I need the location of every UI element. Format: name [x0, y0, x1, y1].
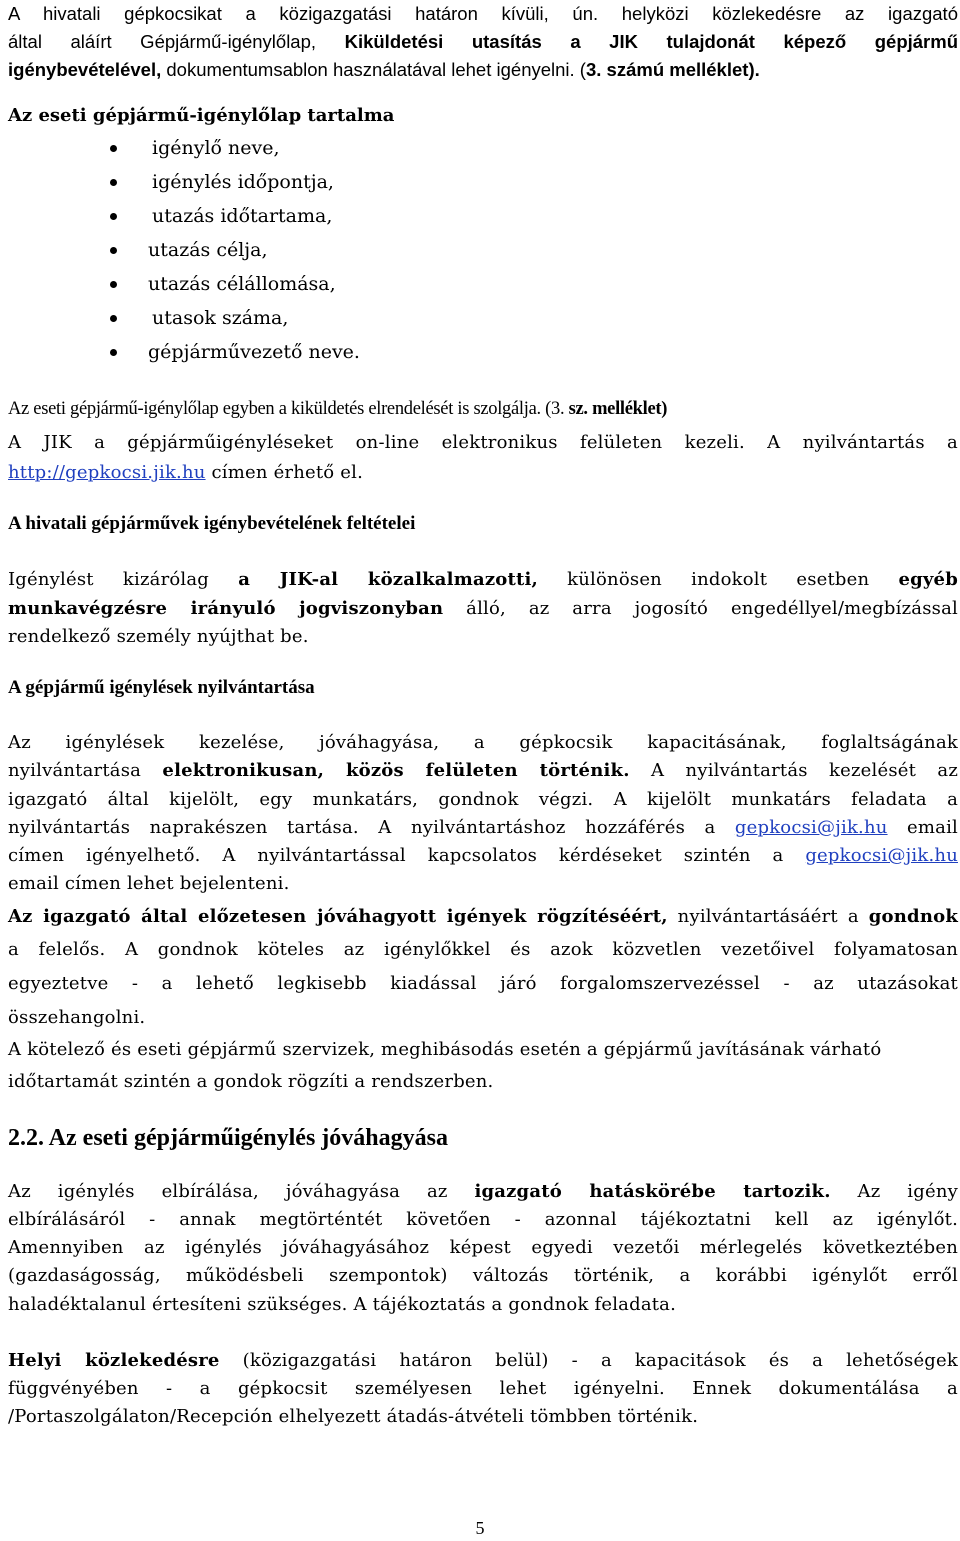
- intro-line-2: [8, 28, 958, 56]
- responsibility-line-4: összehangolni.: [8, 1007, 146, 1028]
- section-heading: 2.2. Az eseti gépjárműigénylés jóváhagyása: [8, 1125, 448, 1151]
- bullet-icon: [110, 315, 117, 322]
- email-link[interactable]: gepkocsi@jik.hu: [805, 845, 958, 866]
- registry-line-4: nyilvántartás naprakészen tartása. A nyilvántartáshoz hozzáférés a gepkocsi@jik.hu email: [8, 817, 958, 838]
- local-line-1: Helyi közlekedésre (közigazgatási határon belül) - a kapacitások és a lehetőségek: [8, 1350, 958, 1371]
- intro-bold: igénybevételével,: [8, 59, 162, 80]
- bullet-icon: [110, 145, 117, 152]
- conditions-line-1: Igénylést kizárólag a JIK-al közalkalmazotti, különösen indokolt esetben egyéb: [8, 569, 958, 590]
- bullet-icon: [110, 349, 117, 356]
- conditions-line-3: rendelkező személy nyújthat be.: [8, 626, 309, 647]
- approval-line-1: Az igénylés elbírálása, jóváhagyása az igazgató hatáskörébe tartozik. Az igény: [8, 1181, 958, 1202]
- local-line-2: függvényében - a gépkocsit személyesen lehet igényelni. Ennek dokumentálása a: [8, 1378, 958, 1399]
- registry-line-5: címen igényelhető. A nyilvántartással kapcsolatos kérdéseket szintén a gepkocsi@jik.hu: [8, 845, 958, 866]
- intro-line-3: [8, 56, 958, 84]
- online-line-1: A JIK a gépjárműigényléseket on-line elektronikus felületen kezeli. A nyilvántartás a: [8, 432, 958, 453]
- bullet-icon: [110, 281, 117, 288]
- heading-conditions: A hivatali gépjárművek igénybevételének feltételei: [8, 513, 416, 534]
- form-note: Az eseti gépjármű-igénylőlap egyben a kiküldetés elrendelését is szolgálja. (3. sz. melléklet): [8, 399, 668, 419]
- registry-line-2: nyilvántartása elektronikusan, közös felületen történik. A nyilvántartás kezelését az: [8, 760, 959, 781]
- form-heading: Az eseti gépjármű-igénylőlap tartalma: [8, 105, 395, 126]
- responsibility-line-2: a felelős. A gondnok köteles az igénylőkkel és azok közvetlen vezetőivel folyamatosan: [8, 939, 958, 960]
- bullet-icon: [110, 247, 117, 254]
- registry-line-1: Az igénylések kezelése, jóváhagyása, a gépkocsik kapacitásának, foglaltságának: [8, 732, 958, 753]
- registry-line-3: igazgató által kijelölt, egy munkatárs, gondnok végzi. A kijelölt munkatárs feladata a: [8, 789, 958, 810]
- bullet-icon: [110, 179, 117, 186]
- online-line-2: http://gepkocsi.jik.hu címen érhető el.: [8, 462, 363, 483]
- registry-line-6: email címen lehet bejelenteni.: [8, 873, 290, 894]
- approval-line-3: Amennyiben az igénylés jóváhagyásához képest egyedi vezetői mérlegelés következtében: [8, 1237, 958, 1258]
- intro-text: dokumentumsablon használatával lehet igényelni. (: [161, 59, 586, 80]
- responsibility-line-1: Az igazgató által előzetesen jóváhagyott igények rögzítéséért, nyilvántartásáért a gondnok: [8, 906, 958, 927]
- intro-bold: 3. számú melléklet).: [585, 59, 760, 80]
- approval-line-4: (gazdaságosság, működésbeli szempontok) változás történik, a korábbi igénylőt erről: [8, 1265, 958, 1286]
- heading-registry: A gépjármű igénylések nyilvántartása: [8, 677, 315, 698]
- bullet-icon: [110, 213, 117, 220]
- responsibility-line-3: egyeztetve - a lehető legkisebb kiadással járó forgalomszervezéssel - az utazásokat: [8, 973, 958, 994]
- conditions-line-2: munkavégzésre irányuló jogviszonyban álló, az arra jogosító engedéllyel/megbízással: [8, 598, 958, 619]
- email-link[interactable]: gepkocsi@jik.hu: [734, 817, 888, 838]
- approval-line-2: elbírálásáról - annak megtörténtét követően - azonnal tájékoztatni kell az igénylőt.: [8, 1209, 958, 1230]
- intro-bold: Kiküldetési utasítás a JIK tulajdonát képező gépjármű: [344, 31, 959, 52]
- approval-line-5: haladéktalanul értesíteni szükséges. A tájékoztatás a gondnok feladata.: [8, 1294, 677, 1315]
- page-number: 5: [475, 1518, 485, 1538]
- local-line-3: /Portaszolgálaton/Recepción elhelyezett átadás-átvételi tömbben történik.: [8, 1406, 699, 1427]
- service-line-1: A kötelező és eseti gépjármű szervizek, meghibásodás esetén a gépjármű javításának várható: [8, 1039, 882, 1060]
- gepkocsi-link[interactable]: http://gepkocsi.jik.hu: [8, 462, 206, 483]
- intro-text: által aláírt Gépjármű-igénylőlap,: [8, 31, 345, 52]
- service-line-2: időtartamát szintén a gondok rögzíti a rendszerben.: [8, 1071, 494, 1092]
- intro-line-1: A hivatali gépkocsikat a közigazgatási határon kívüli, ún. helyközi közlekedésre az igazgató: [8, 3, 958, 24]
- document-page: A hivatali gépkocsikat a közigazgatási határon kívüli, ún. helyközi közlekedésre az igazgató által aláírt Gépjármű-igénylőlap, Kiküldetési utasítás a JIK tulajdonát képező gépjármű igénybevételével, dokumentumsablon használatával lehet igényelni. (3. számú melléklet). Az eseti gépjármű-igénylőlap tartalma igénylő neve, igénylés időpontja, utazás időtartama, utazás célja, utazás célállomása, utasok száma, gépjárművezető neve. Az eseti gépjármű-igénylőlap egyben a kiküldetés elrendelését is szolgálja. (3. sz. melléklet) A JIK a gépjárműigényléseket on-line elektronikus felületen kezeli. A nyilvántartás a http://gepkocsi.jik.hu címen érhető el. A hivatali gépjárművek igénybevételének feltételei Igénylést kizárólag a JIK-al közalkalmazotti, különösen indokolt esetben egyéb munkavégzésre irányuló jogviszonyban álló, az arra jogosító engedéllyel/megbízással rendelkező személy nyújthat be. A gépjármű igénylések nyilvántartása Az igénylések kezelése, jóváhagyása, a gépkocsik kapacitásának, foglaltságának nyilvántartása elektronikusan, közös felületen történik. A nyilvántartás kezelését az igazgató által kijelölt, egy munkatárs, gondnok végzi. A kijelölt munkatárs feladata a nyilvántartás naprakészen tartása. A nyilvántartáshoz hozzáférés a gepkocsi@jik.hu email címen igényelhető. A nyilvántartással kapcsolatos kérdéseket szintén a gepkocsi@jik.hu email címen lehet bejelenteni. Az igazgató által előzetesen jóváhagyott igények rögzítéséért, nyilvántartásáért a gondnok a felelős. A gondnok köteles az igénylőkkel és azok közvetlen vezetőivel folyamatosan egyeztetve - a lehető legkisebb kiadással járó forgalomszervezéssel - az utazásokat összehangolni. A kötelező és eseti gépjármű szervizek, meghibásodás esetén a gépjármű javításának várható időtartamát szintén a gondok rögzíti a rendszerben. 2.2. Az eseti gépjárműigénylés jóváhagyása Az igénylés elbírálása, jóváhagyása az igazgató hatáskörébe tartozik. Az igény elbírálásáról - annak megtörténtét követően - azonnal tájékoztatni kell az igénylőt. Amennyiben az igénylés jóváhagyásához képest egyedi vezetői mérlegelés következtében (gazdaságosság, működésbeli szempontok) változás történik, a korábbi igénylőt erről haladéktalanul értesíteni szükséges. A tájékoztatás a gondnok feladata. Helyi közlekedésre (közigazgatási határon belül) - a kapacitások és a lehetőségek függvényében - a gépkocsit személyesen lehet igényelni. Ennek dokumentálása a /Portaszolgálaton/Recepción elhelyezett átadás-átvételi tömbben történik. 5: [0, 0, 960, 1541]
